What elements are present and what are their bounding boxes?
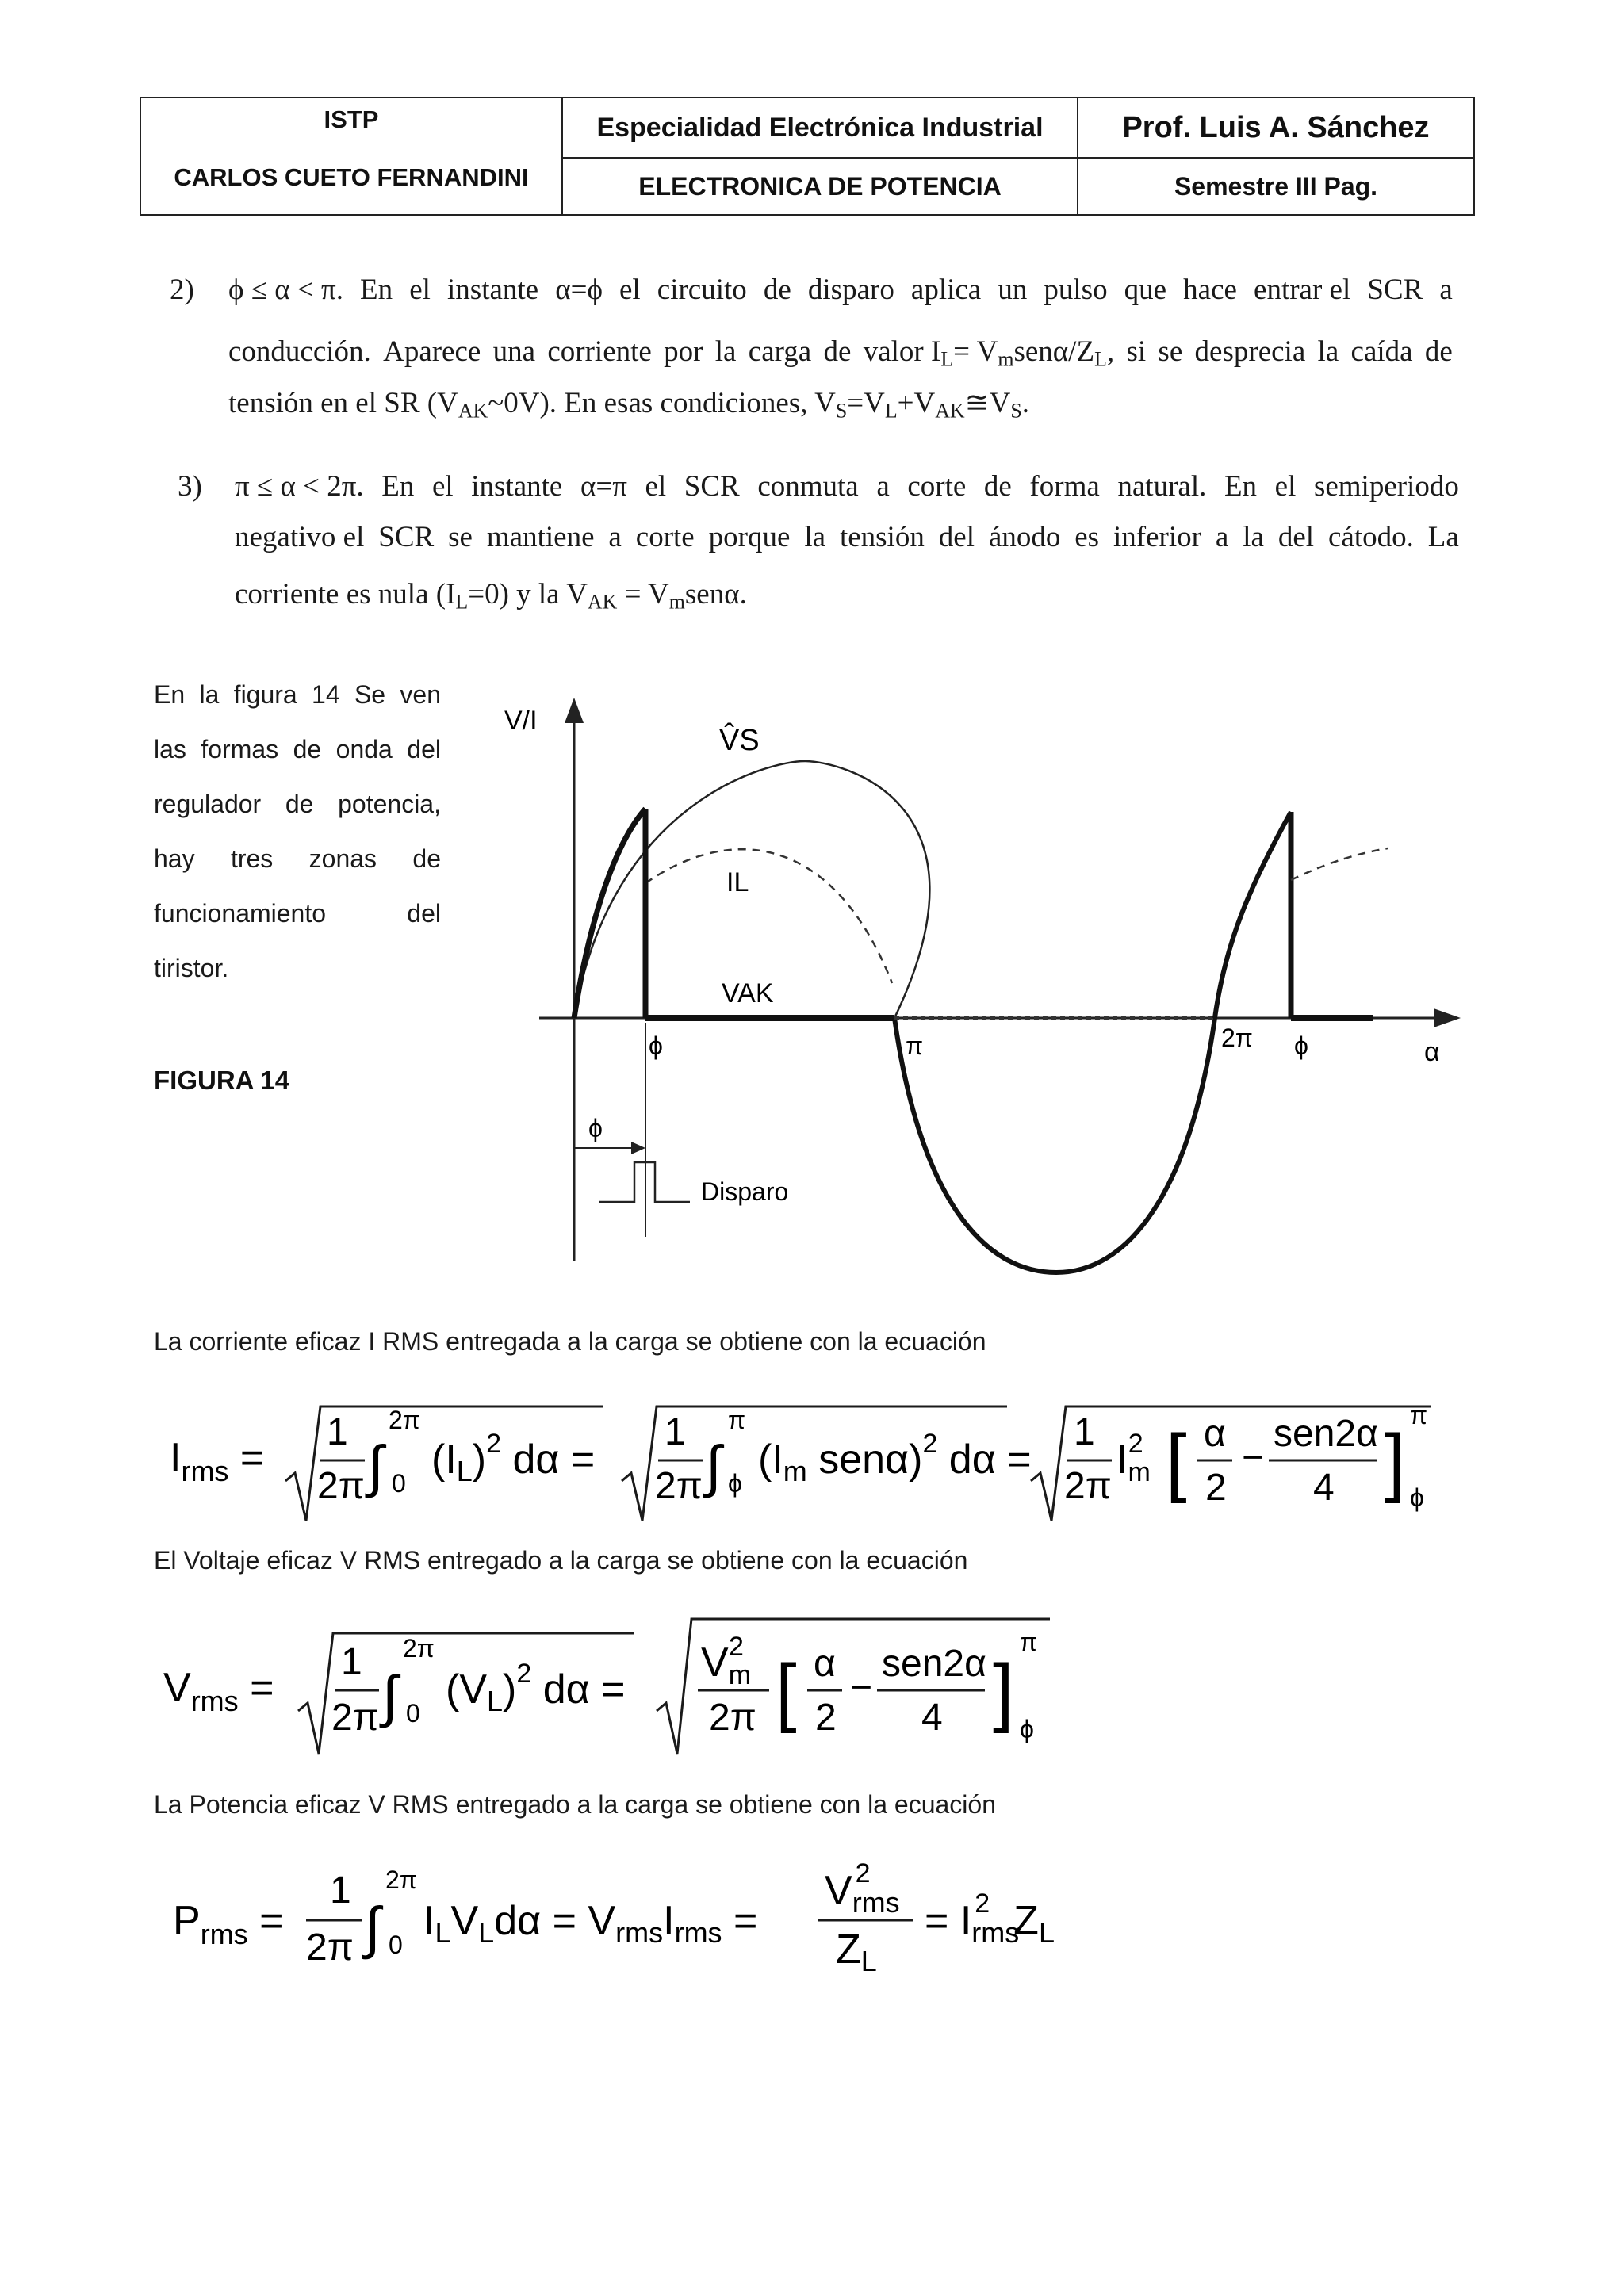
integrand: (IL)$^2$ dα = [431, 1429, 596, 1487]
prms-integrand: ILVLdα = VrmsIrms = [423, 1898, 758, 1949]
tick-phi: ϕ [649, 1031, 663, 1060]
integral-lower-4: 0 [389, 1931, 403, 1959]
zl-den: ZL [836, 1927, 877, 1977]
frac-den-5: 2π [709, 1697, 756, 1739]
integral-upper-2: π [728, 1406, 746, 1434]
vrms-lhs: $V_{rms}$ = [163, 1665, 274, 1717]
item-2-number: 2) [170, 274, 194, 306]
il-label: IL [726, 867, 749, 897]
prms-intro: La Potencia eficaz V RMS entregado a la carga se obtiene con la ecuación [154, 1790, 996, 1819]
figure-caption: FIGURA 14 [154, 1066, 290, 1095]
im-squared: Im2 [1116, 1429, 1151, 1487]
tick-phi-2: ϕ [1294, 1031, 1308, 1060]
alpha-num-2: α [814, 1643, 836, 1685]
description-line-5: funcionamiento del [154, 899, 441, 928]
item-2-line-3: tensión en el SR $(V_{AK}\sim 0V)$. En esas condiciones, $V_S=V_L+V_{AK}≅V_S$. [228, 387, 1030, 423]
prms-lhs: $P_{rms}$ = [173, 1898, 284, 1950]
bracket-open-2: [ [776, 1649, 797, 1734]
vak-rising-segment [574, 809, 645, 1018]
description-line-1: En la figura 14 Se ven [154, 680, 441, 709]
bracket-lower-2: ϕ [1020, 1715, 1034, 1743]
vrms-squared: Vrms2 [825, 1858, 900, 1919]
integrand-2: (Im senα)$^2$ dα = [758, 1429, 1032, 1487]
irms-equation [159, 1380, 1443, 1530]
frac-den-6: 2π [306, 1927, 354, 1969]
alpha-num: α [1204, 1413, 1226, 1455]
integral-sign: ∫ [368, 1435, 384, 1498]
delay-label: ϕ [588, 1114, 603, 1142]
description-line-3: regulador de potencia, [154, 790, 441, 818]
item-3-number: 3) [178, 470, 202, 503]
professor-name: Prof. Luis A. Sánchez [1077, 98, 1473, 159]
sen2a-num: sen2α [1274, 1413, 1378, 1455]
tick-pi: π [906, 1031, 924, 1060]
frac-num-3: 1 [1074, 1411, 1095, 1453]
bracket-close-2: ] [993, 1649, 1014, 1734]
sen2a-den-2: 4 [921, 1697, 943, 1739]
alpha-den: 2 [1205, 1467, 1227, 1509]
frac-num: 1 [327, 1411, 348, 1453]
sen2a-num-2: sen2α [882, 1643, 986, 1685]
tick-2pi: 2π [1221, 1024, 1253, 1052]
integral-lower-3: 0 [406, 1699, 420, 1728]
bracket-upper: π [1410, 1401, 1428, 1429]
integral-upper-3: 2π [403, 1634, 435, 1663]
vrms-equation [159, 1601, 1078, 1768]
integral-sign-2: ∫ [706, 1435, 722, 1498]
bracket-open: [ [1166, 1419, 1187, 1504]
integral-upper-4: 2π [385, 1866, 417, 1894]
vrms-intro: El Voltaje eficaz V RMS entregado a la carga se obtiene con la ecuación [154, 1546, 968, 1575]
frac-den-4: 2π [331, 1697, 379, 1739]
frac-den-3: 2π [1064, 1465, 1112, 1507]
frac-den-2: 2π [655, 1465, 703, 1507]
integral-lower-2: ϕ [728, 1469, 742, 1498]
bracket-lower: ϕ [1410, 1483, 1424, 1512]
minus-sign-2: − [850, 1667, 873, 1709]
integral-sign-3: ∫ [382, 1665, 398, 1728]
y-axis-arrow [565, 698, 584, 723]
school-name: CARLOS CUETO FERNANDINI [174, 163, 529, 191]
vak-second-cycle [1215, 812, 1291, 1018]
delay-arrow-head [631, 1142, 645, 1154]
integrand-3: (VL)$^2$ dα = [446, 1659, 626, 1717]
x-axis-arrow [1434, 1008, 1461, 1027]
vm-squared: Vm2 [701, 1632, 752, 1690]
semester-page: Semestre III Pag. [1077, 159, 1473, 214]
y-axis-label: V/I [504, 706, 538, 736]
integral-lower: 0 [392, 1469, 406, 1498]
minus-sign: − [1242, 1437, 1265, 1479]
item-3-line-3: corriente es nula $(I_L=0)$ y la $V_{AK} = V_msen\alpha$. [235, 578, 747, 614]
specialty-name: Especialidad Electrónica Industrial [561, 98, 1077, 159]
waveform-figure [492, 682, 1475, 1284]
item-3-line-1: π ≤ α < 2π. En el instante α=π el SCR conmuta a corte de forma natural. En el semiperiodo [235, 470, 1459, 503]
integral-sign-4: ∫ [365, 1896, 381, 1960]
il-curve [645, 849, 892, 983]
bracket-upper-2: π [1020, 1628, 1038, 1656]
trigger-label: Disparo [701, 1177, 789, 1206]
frac-num-6: 1 [330, 1869, 351, 1911]
description-line-4: hay tres zonas de [154, 844, 441, 873]
description-line-2: las formas de onda del [154, 735, 441, 763]
sen2a-den: 4 [1313, 1467, 1335, 1509]
item-2-line-1: ϕ ≤ α < π. En el instante α=ϕ el circuito de disparo aplica un pulso que hace entrar el SCR a [228, 274, 1453, 306]
figure-description [154, 668, 441, 996]
frac-num-4: 1 [341, 1641, 362, 1683]
item-2-line-2: conducción. Aparece una corriente por la carga de valor $I_L= V_msen\alpha/Z_L$, si se desprecia la caída de [228, 335, 1453, 371]
integral-upper: 2π [389, 1406, 420, 1434]
il-curve-2 [1291, 848, 1388, 880]
frac-den: 2π [317, 1465, 365, 1507]
item-3-line-2: negativo el SCR se mantiene a corte porque la tensión del ánodo es inferior a la del cátodo. La [235, 521, 1459, 553]
vs-label: V̂S [719, 724, 760, 757]
course-name: ELECTRONICA DE POTENCIA [561, 159, 1077, 214]
alpha-den-2: 2 [815, 1697, 837, 1739]
header-table [140, 97, 1475, 216]
x-axis-label: α [1424, 1037, 1440, 1067]
frac-num-2: 1 [665, 1411, 686, 1453]
prms-equation [159, 1839, 1126, 1998]
vak-negative-half [894, 1018, 1215, 1272]
institute-name: ISTP [324, 105, 379, 133]
vak-label: VAK [722, 978, 774, 1008]
irms-lhs: $I_{rms}$ = [170, 1435, 265, 1487]
irms-intro: La corriente eficaz I RMS entregada a la carga se obtiene con la ecuación [154, 1327, 986, 1356]
prms-rhs: = Irms2 ZL [925, 1888, 1055, 1949]
bracket-close: ] [1385, 1419, 1406, 1504]
description-line-6: tiristor. [154, 954, 229, 982]
